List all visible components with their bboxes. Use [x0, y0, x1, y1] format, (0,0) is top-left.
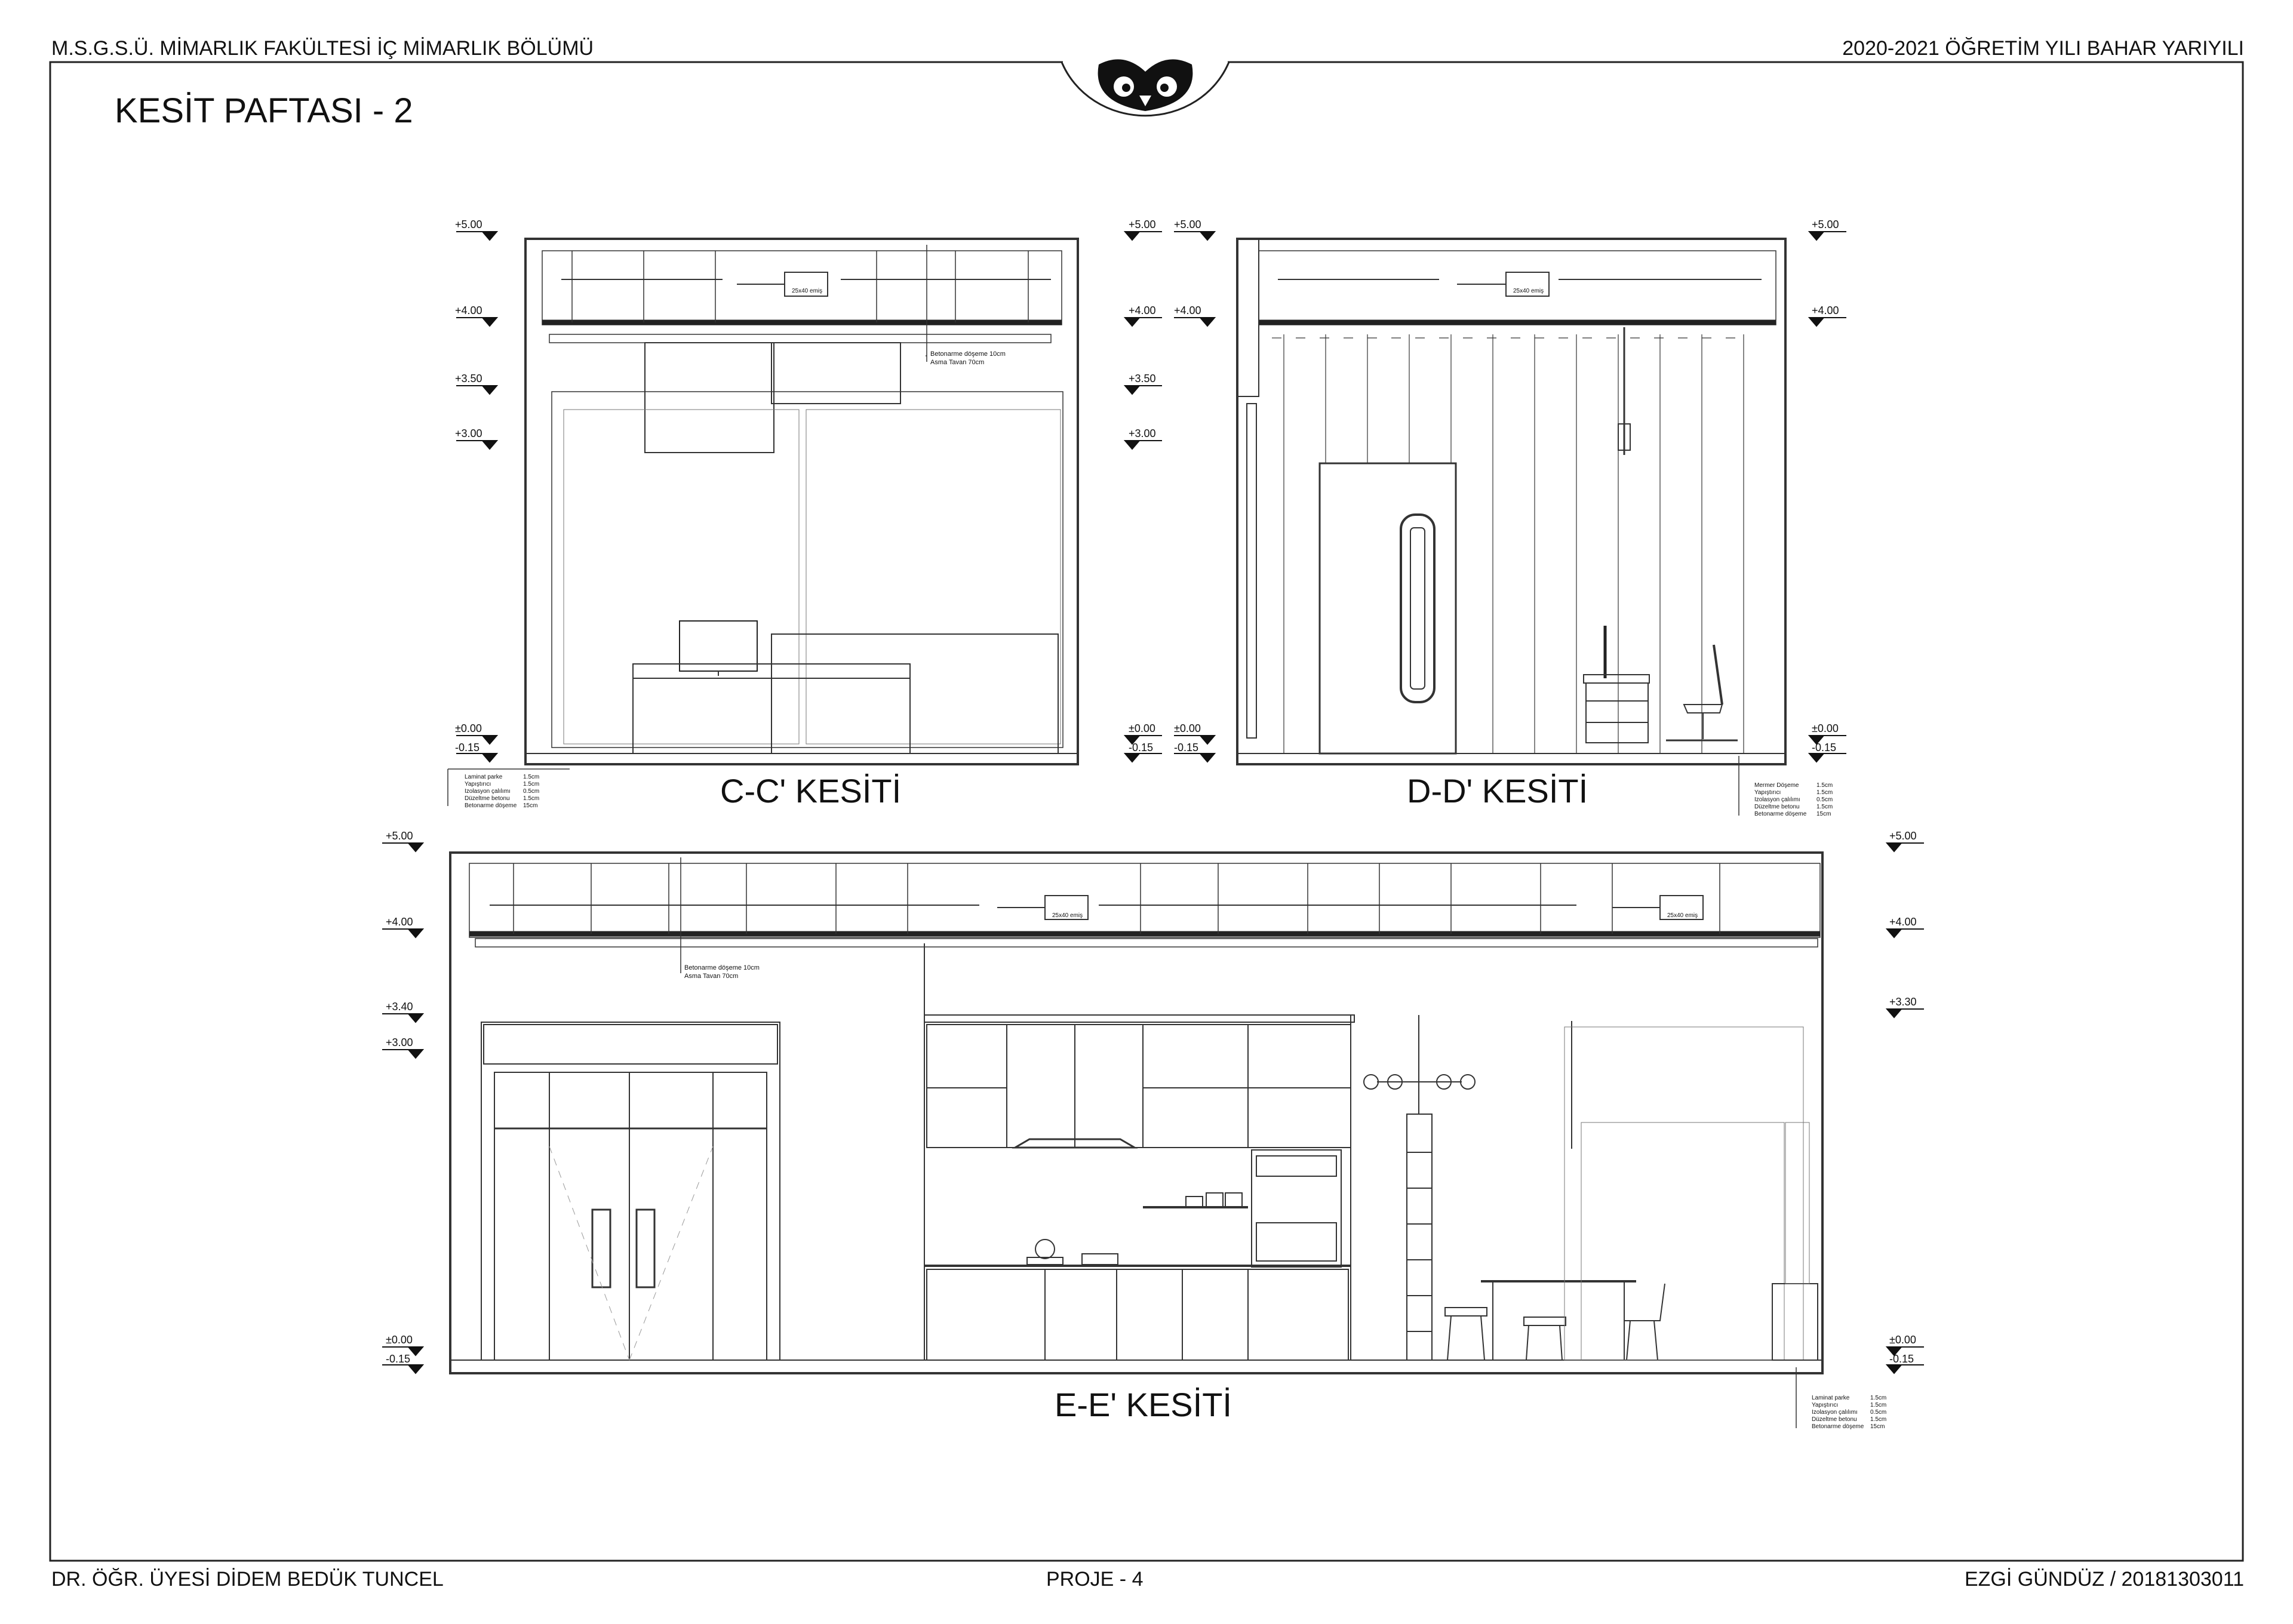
ceiling-hangers	[572, 251, 1028, 322]
svg-text:1.5cm: 1.5cm	[523, 781, 540, 788]
svg-text:1.5cm: 1.5cm	[1816, 782, 1833, 789]
level-label: -0.15	[455, 742, 480, 753]
ee-ceiling-hangers	[514, 863, 1720, 934]
svg-text:Izolasyon çalılımı: Izolasyon çalılımı	[465, 788, 511, 795]
duct-label: 25x40 emiş	[1513, 288, 1544, 294]
level-label: +5.00	[1174, 219, 1201, 230]
svg-text:1.5cm: 1.5cm	[1870, 1395, 1887, 1401]
slab-note-texts	[684, 350, 1006, 980]
svg-text:1.5cm: 1.5cm	[523, 774, 540, 780]
level-label: ±0.00	[1889, 1334, 1916, 1346]
level-label: +4.00	[1889, 916, 1917, 928]
section-dd	[1237, 239, 1785, 764]
level-label: +4.00	[1174, 304, 1201, 316]
slab-note: Asma Tavan 70cm	[684, 973, 739, 980]
level-label: +3.00	[386, 1036, 413, 1048]
svg-text:Laminat parke: Laminat parke	[465, 774, 503, 780]
supervisor-name: DR. ÖĞR. ÜYESİ DİDEM BEDÜK TUNCEL	[51, 1568, 444, 1591]
level-label: +4.00	[455, 304, 482, 316]
svg-text:Düzeltme betonu: Düzeltme betonu	[1754, 804, 1800, 810]
student-name: EZGİ GÜNDÜZ / 20181303011	[1964, 1568, 2244, 1591]
level-label: -0.15	[1812, 742, 1837, 753]
page-title: KESİT PAFTASI - 2	[115, 91, 413, 130]
term-name: 2020-2021 ÖĞRETİM YILI BAHAR YARIYILI	[1842, 37, 2244, 60]
level-label: +5.00	[1812, 219, 1839, 230]
level-label: -0.15	[1889, 1353, 1914, 1365]
level-label: +4.00	[1812, 304, 1839, 316]
level-labels	[386, 219, 1917, 1365]
cooktop	[1027, 1239, 1118, 1265]
svg-text:Düzeltme betonu: Düzeltme betonu	[465, 795, 510, 802]
slab-note: Betonarme döşeme 10cm	[930, 350, 1006, 358]
svg-text:1.5cm: 1.5cm	[523, 795, 540, 802]
svg-text:1.5cm: 1.5cm	[1816, 789, 1833, 796]
svg-text:Betonarme döşeme: Betonarme döşeme	[1812, 1423, 1864, 1430]
level-label: +3.00	[455, 427, 482, 439]
duct-label: 25x40 emiş	[1667, 912, 1698, 919]
level-label: +3.50	[455, 373, 482, 385]
duct-label: 25x40 emiş	[1052, 912, 1083, 919]
level-label: +3.50	[1129, 373, 1156, 385]
svg-text:0.5cm: 0.5cm	[523, 788, 540, 795]
duct-labels	[792, 288, 1698, 919]
section-cc	[525, 239, 1078, 764]
slab-notes	[681, 245, 927, 973]
level-label: +3.40	[386, 1001, 413, 1013]
svg-text:Izolasyon çalılımı: Izolasyon çalılımı	[1812, 1409, 1858, 1416]
svg-text:Yapıştırıcı: Yapıştırıcı	[465, 781, 491, 788]
kitchen-shelf	[1143, 1193, 1248, 1207]
level-label: +4.00	[386, 916, 413, 928]
level-label: -0.15	[386, 1353, 411, 1365]
course-name: PROJE - 4	[1046, 1568, 1144, 1591]
svg-text:Laminat parke: Laminat parke	[1812, 1395, 1850, 1401]
level-label: +4.00	[1129, 304, 1156, 316]
svg-text:15cm: 15cm	[1816, 811, 1831, 817]
svg-text:1.5cm: 1.5cm	[1870, 1416, 1887, 1423]
level-label: ±0.00	[1174, 722, 1201, 734]
level-label: +5.00	[386, 830, 413, 842]
slab-note: Betonarme döşeme 10cm	[684, 964, 760, 971]
level-label: +5.00	[455, 219, 482, 230]
duct-label: 25x40 emiş	[792, 288, 823, 294]
section-title-dd: D-D' KESİTİ	[1407, 772, 1588, 810]
section-title-cc: C-C' KESİTİ	[720, 772, 902, 810]
level-label: ±0.00	[455, 722, 482, 734]
svg-text:Yapıştırıcı: Yapıştırıcı	[1812, 1402, 1839, 1408]
floor-note-ee	[1796, 1367, 1886, 1430]
svg-text:1.5cm: 1.5cm	[1870, 1402, 1887, 1408]
institution-name: M.S.G.S.Ü. MİMARLIK FAKÜLTESİ İÇ MİMARLIK BÖLÜMÜ	[51, 37, 594, 60]
svg-text:Betonarme döşeme: Betonarme döşeme	[465, 802, 517, 809]
floor-note-cc	[448, 769, 570, 809]
level-label: ±0.00	[1812, 722, 1839, 734]
svg-text:0.5cm: 0.5cm	[1870, 1409, 1887, 1416]
svg-text:Izolasyon çalılımı: Izolasyon çalılımı	[1754, 796, 1800, 803]
level-label: -0.15	[1174, 742, 1199, 753]
svg-text:1.5cm: 1.5cm	[1816, 804, 1833, 810]
slab-note: Asma Tavan 70cm	[930, 359, 985, 366]
svg-text:0.5cm: 0.5cm	[1816, 796, 1833, 803]
level-markers	[382, 232, 1924, 1373]
level-label: +3.30	[1889, 996, 1917, 1008]
section-ee	[450, 853, 1822, 1373]
svg-text:15cm: 15cm	[1870, 1423, 1885, 1430]
level-label: +5.00	[1889, 830, 1917, 842]
level-label: ±0.00	[386, 1334, 413, 1346]
svg-text:Düzeltme betonu: Düzeltme betonu	[1812, 1416, 1857, 1423]
svg-text:Yapıştırıcı: Yapıştırıcı	[1754, 789, 1781, 796]
svg-text:Mermer Döşeme: Mermer Döşeme	[1754, 782, 1799, 789]
level-label: +3.00	[1129, 427, 1156, 439]
section-title-ee: E-E' KESİTİ	[1055, 1386, 1232, 1423]
level-label: +5.00	[1129, 219, 1156, 230]
level-label: ±0.00	[1129, 722, 1155, 734]
svg-text:Betonarme döşeme: Betonarme döşeme	[1754, 811, 1807, 817]
svg-text:15cm: 15cm	[523, 802, 538, 809]
level-label: -0.15	[1129, 742, 1154, 753]
